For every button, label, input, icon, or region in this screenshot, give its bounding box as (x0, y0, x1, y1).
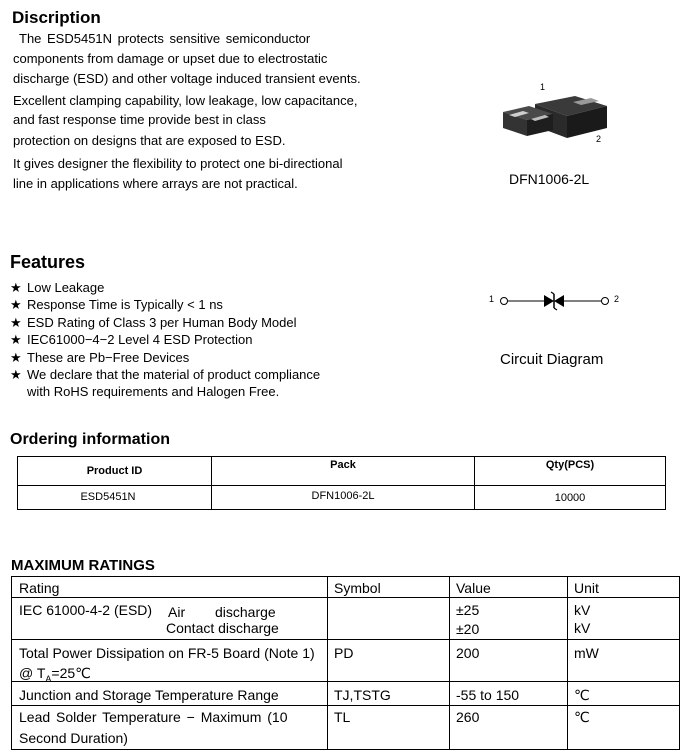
circuit-pin1-label: 1 (489, 294, 495, 304)
ratings-header-value: Value (456, 580, 491, 596)
ratings-row-esd-air-discharge: discharge (215, 604, 276, 620)
ratings-row-esd-value-air: ±25 (456, 602, 480, 618)
ratings-row-solder-unit: ℃ (574, 709, 590, 725)
ratings-row-esd-value-contact: ±20 (456, 621, 480, 637)
ordering-header-pack: Pack (330, 459, 356, 471)
ratings-row-power-condition: @ $T_A=25℃$ (19, 665, 91, 684)
ratings-row-power-value: 200 (456, 645, 480, 661)
description-line: and fast response time provide best in class (13, 112, 266, 127)
ratings-header-symbol: Symbol (334, 580, 381, 596)
ordering-cell-qty: 10000 (554, 492, 586, 504)
star-icon: ★ (10, 350, 22, 365)
feature-item: ★ Response Time is Typically < 1 ns (10, 297, 223, 312)
star-icon: ★ (10, 297, 22, 312)
ordering-cell-pack: DFN1006-2L (311, 490, 375, 502)
feature-item: ★ We declare that the material of product compliance (10, 367, 321, 382)
star-icon: ★ (10, 367, 22, 382)
ratings-row-temp-rating: Junction and Storage Temperature Range (19, 687, 279, 703)
ordering-header-product-id: Product ID (86, 465, 143, 477)
ratings-row-esd-air: Air (168, 604, 186, 620)
feature-item: ★ These are Pb−Free Devices (10, 350, 190, 365)
ratings-row-power-symbol: PD (334, 645, 354, 661)
ratings-header-rating: Rating (19, 580, 60, 596)
ratings-row-solder-value: 260 (456, 709, 480, 725)
star-icon: ★ (10, 280, 22, 295)
ratings-row-temp-value: -55 to 150 (456, 687, 520, 703)
ordering-cell-product-id: ESD5451N (80, 491, 136, 503)
features-heading: Features (10, 252, 86, 272)
package-pin1-label: 1 (540, 82, 546, 92)
ratings-row-esd-contact: Contact discharge (166, 620, 279, 636)
ratings-row-solder-symbol: TL (334, 709, 351, 725)
ordering-heading: Ordering information (10, 431, 170, 448)
ratings-row-temp-symbol: TJ,TSTG (334, 687, 391, 703)
ratings-row-esd-unit-contact: kV (574, 620, 591, 636)
feature-item: ★ IEC61000−4−2 Level 4 ESD Protection (10, 332, 253, 347)
ordering-table (17, 456, 666, 510)
ratings-row-esd-unit-air: kV (574, 602, 591, 618)
tvs-diode-symbol (497, 291, 613, 311)
description-line: It gives designer the flexibility to protect one bi-directional (13, 156, 343, 171)
feature-item: ★ Low Leakage (10, 280, 105, 295)
package-name: DFN1006-2L (509, 171, 590, 187)
ratings-row-solder-rating-cont: Second Duration) (19, 730, 128, 746)
ratings-header-unit: Unit (574, 580, 599, 596)
bidirectional-diode-icon (497, 291, 613, 311)
feature-item-continuation: with RoHS requirements and Halogen Free. (27, 384, 280, 399)
ratings-row-temp-unit: ℃ (574, 687, 590, 703)
circuit-caption: Circuit Diagram (500, 351, 604, 368)
description-line: components from damage or upset due to electrostatic (13, 51, 328, 66)
ordering-header-qty: Qty(PCS) (545, 459, 595, 471)
ratings-table (11, 576, 680, 750)
ratings-heading: MAXIMUM RATINGS (11, 557, 155, 574)
description-line: protection on designs that are exposed to ESD. (13, 133, 286, 148)
star-icon: ★ (10, 315, 22, 330)
ratings-row-power-unit: mW (574, 645, 599, 661)
ratings-row-power-rating: Total Power Dissipation on FR-5 Board (Note 1) (19, 645, 315, 661)
star-icon: ★ (10, 332, 22, 347)
feature-item: ★ ESD Rating of Class 3 per Human Body Model (10, 315, 297, 330)
description-heading: Discription (12, 8, 101, 27)
description-line: line in applications where arrays are not practical. (13, 176, 298, 191)
description-line: The ESD5451N protects sensitive semiconductor (19, 31, 311, 46)
package-pin2-label: 2 (596, 134, 602, 144)
ratings-row-esd-rating: IEC 61000-4-2 (ESD) (19, 602, 153, 618)
ratings-row-solder-rating: Lead Solder Temperature − Maximum (10 (19, 709, 288, 725)
description-line: discharge (ESD) and other voltage induced transient events. (13, 71, 361, 86)
circuit-pin2-label: 2 (614, 294, 620, 304)
description-line: Excellent clamping capability, low leakage, low capacitance, (13, 93, 358, 108)
